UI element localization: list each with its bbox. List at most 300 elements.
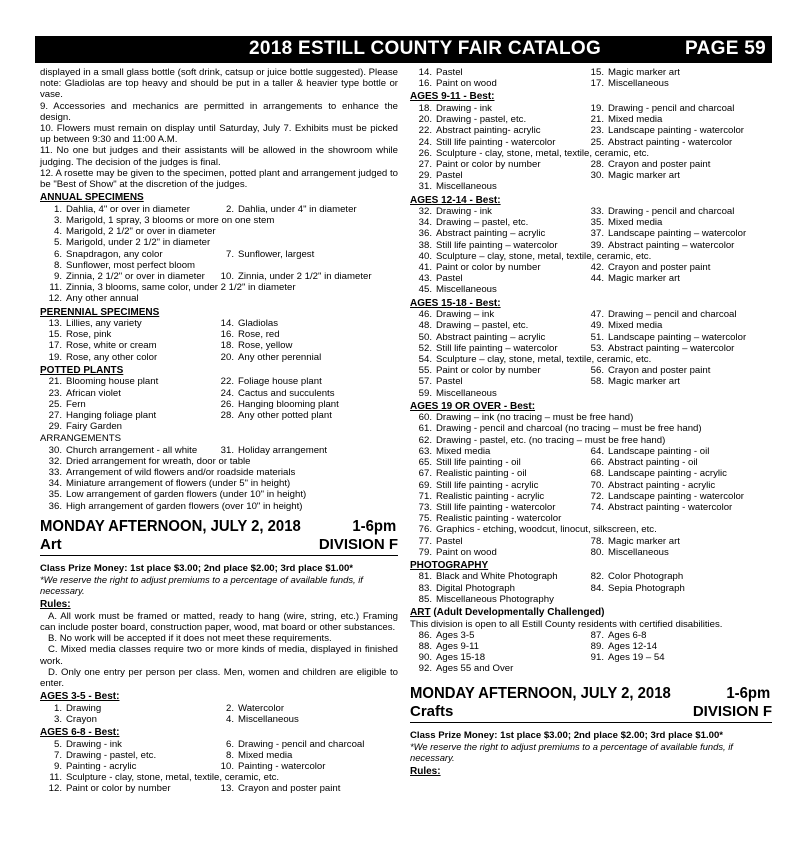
class-name: Foliage house plant bbox=[238, 376, 322, 388]
class-entry bbox=[410, 67, 582, 78]
class-entry bbox=[40, 714, 212, 725]
ages-3-5-list bbox=[40, 703, 398, 725]
class-entry bbox=[40, 478, 398, 489]
class-list-row bbox=[40, 352, 398, 363]
class-entry bbox=[582, 217, 772, 228]
class-name: Mixed media bbox=[238, 749, 293, 761]
class-entry bbox=[40, 352, 212, 363]
class-entry bbox=[410, 641, 582, 652]
class-entry bbox=[212, 750, 398, 761]
class-name: Hanging blooming plant bbox=[238, 398, 339, 410]
class-list-row bbox=[40, 410, 398, 421]
class-entry bbox=[582, 273, 772, 284]
class-entry bbox=[212, 271, 398, 282]
class-list-row bbox=[40, 282, 398, 293]
class-entry bbox=[582, 206, 772, 217]
class-entry bbox=[582, 78, 772, 89]
class-number: 6. bbox=[225, 738, 234, 750]
class-number: 19. bbox=[590, 102, 604, 114]
class-name: Rose, yellow bbox=[238, 340, 293, 352]
class-number: 82. bbox=[590, 571, 604, 583]
class-number: 73. bbox=[418, 501, 432, 513]
class-number: 6. bbox=[53, 248, 62, 260]
class-number: 63. bbox=[418, 445, 432, 457]
class-entry bbox=[212, 340, 398, 351]
class-number: 77. bbox=[418, 535, 432, 547]
class-entry bbox=[212, 445, 398, 456]
class-list-row bbox=[40, 226, 398, 237]
class-name: Pastel bbox=[436, 376, 463, 388]
crafts-prize-money: Class Prize Money: 1st place $3.00; 2nd place $2.00; 3rd place $1.00* bbox=[410, 729, 724, 741]
class-list-row bbox=[410, 547, 772, 558]
class-name: Painting - watercolor bbox=[238, 761, 326, 773]
class-name: Rose, white or cream bbox=[66, 340, 157, 352]
class-name: Landscape painting – watercolor bbox=[608, 331, 747, 343]
class-name: Black and White Photograph bbox=[436, 571, 558, 583]
class-name: Drawing - ink bbox=[436, 102, 492, 114]
class-number: 40. bbox=[418, 250, 432, 262]
class-name: Lillies, any variety bbox=[66, 318, 142, 330]
class-name: Landscape painting - watercolor bbox=[608, 125, 744, 137]
class-name: Mixed media bbox=[608, 217, 663, 229]
class-list-row bbox=[410, 78, 772, 89]
class-list-row bbox=[410, 457, 772, 468]
class-number: 8. bbox=[53, 259, 62, 271]
class-entry bbox=[410, 524, 772, 535]
class-number: 12. bbox=[48, 293, 62, 305]
art-premium-note: *We reserve the right to adjust premiums to a percentage of available funds, if necessary. bbox=[40, 574, 363, 597]
ages-9-11-heading: AGES 9-11 - Best: bbox=[410, 91, 495, 103]
class-entry bbox=[212, 399, 398, 410]
class-name: Crayon and poster paint bbox=[608, 365, 711, 377]
class-name: Dried arrangement for wreath, door or table bbox=[66, 455, 251, 467]
class-entry bbox=[410, 354, 772, 365]
class-number: 25. bbox=[590, 136, 604, 148]
class-entry bbox=[582, 332, 772, 343]
class-number: 50. bbox=[418, 331, 432, 343]
class-name: Landscape painting - acrylic bbox=[608, 468, 727, 480]
class-name: Abstract painting - watercolor bbox=[608, 501, 733, 513]
class-entry bbox=[582, 652, 772, 663]
class-name: Painting - acrylic bbox=[66, 761, 137, 773]
class-number: 15. bbox=[590, 67, 604, 78]
class-name: Marigold, 1 spray, 3 blooms or more on one stem bbox=[66, 214, 275, 226]
class-entry bbox=[410, 491, 582, 502]
ages-3-5-heading: AGES 3-5 - Best: bbox=[40, 691, 120, 703]
class-number: 30. bbox=[590, 170, 604, 182]
flower-rule-paragraph: 12. A rosette may be given to the specimen, potted plant and arrangement judged to be "Best of Show" at the discretion of the judges. bbox=[40, 167, 398, 191]
class-name: Still life painting - oil bbox=[436, 457, 521, 469]
class-name: Crayon and poster paint bbox=[238, 783, 341, 795]
class-entry bbox=[410, 376, 582, 387]
art-section-name: Art bbox=[40, 535, 62, 553]
class-name: Sculpture – clay, stone, metal, textile, ceramic, etc. bbox=[436, 250, 652, 262]
class-number: 13. bbox=[48, 318, 62, 330]
class-number: 14. bbox=[220, 318, 234, 330]
class-entry bbox=[410, 114, 582, 125]
class-name: Ages 9-11 bbox=[436, 640, 480, 652]
art-rule-item: C. Mixed media classes require two or more kinds of media, displayed in finished work. bbox=[40, 644, 398, 667]
class-entry bbox=[40, 772, 398, 783]
class-name: Sculpture - clay, stone, metal, textile, ceramic, etc. bbox=[436, 147, 650, 159]
class-number: 2. bbox=[225, 702, 234, 714]
class-name: Drawing – pencil and charcoal bbox=[608, 309, 737, 321]
class-list-row bbox=[410, 170, 772, 181]
class-list-row bbox=[40, 783, 398, 794]
class-name: Drawing – pastel, etc. bbox=[436, 320, 529, 332]
class-list-row bbox=[40, 772, 398, 783]
class-list-row bbox=[410, 181, 772, 192]
art-prize-money: Class Prize Money: 1st place $3.00; 2nd place $2.00; 3rd place $1.00* bbox=[40, 562, 354, 574]
class-entry bbox=[410, 251, 772, 262]
class-entry bbox=[40, 399, 212, 410]
class-list-row bbox=[410, 217, 772, 228]
class-number: 10. bbox=[220, 761, 234, 773]
class-name: Abstract painting – acrylic bbox=[436, 228, 546, 240]
ages-15-18-heading: AGES 15-18 - Best: bbox=[410, 297, 501, 309]
class-list-row bbox=[40, 421, 398, 432]
class-entry bbox=[582, 641, 772, 652]
class-entry bbox=[410, 206, 582, 217]
class-name: Mixed media bbox=[436, 445, 491, 457]
crafts-section-name: Crafts bbox=[410, 702, 454, 720]
class-entry bbox=[212, 249, 398, 260]
class-entry bbox=[40, 750, 212, 761]
class-number: 8. bbox=[225, 749, 234, 761]
class-name: African violet bbox=[66, 387, 121, 399]
class-number: 15. bbox=[48, 329, 62, 341]
crafts-rules-label: Rules: bbox=[410, 766, 441, 778]
flower-rule-paragraph: 9. Accessories and mechanics are permitted in arrangements to enhance the design. bbox=[40, 100, 398, 123]
class-name: Magic marker art bbox=[608, 67, 680, 78]
class-entry bbox=[410, 594, 772, 605]
class-number: 74. bbox=[590, 501, 604, 513]
class-entry bbox=[410, 571, 582, 582]
class-entry bbox=[582, 571, 772, 582]
class-list-row bbox=[40, 399, 398, 410]
class-name: Cactus and succulents bbox=[238, 387, 335, 399]
class-entry bbox=[410, 170, 582, 181]
class-name: Crayon and poster paint bbox=[608, 262, 711, 274]
class-name: Paint on wood bbox=[436, 546, 497, 558]
class-entry bbox=[40, 376, 212, 387]
class-name: Paint or color by number bbox=[436, 262, 541, 274]
class-entry bbox=[40, 489, 398, 500]
class-number: 25. bbox=[48, 398, 62, 410]
class-entry bbox=[40, 501, 398, 512]
class-name: Drawing - ink bbox=[66, 738, 122, 750]
class-number: 49. bbox=[590, 320, 604, 332]
class-entry bbox=[410, 446, 582, 457]
class-name: Crayon bbox=[66, 713, 97, 725]
class-entry bbox=[582, 491, 772, 502]
class-name: Pastel bbox=[436, 273, 463, 285]
class-number: 69. bbox=[418, 479, 432, 491]
class-entry bbox=[40, 340, 212, 351]
class-number: 5. bbox=[53, 738, 62, 750]
left-column bbox=[40, 67, 398, 795]
class-name: Zinnia, 2 1/2" or over in diameter bbox=[66, 270, 205, 282]
class-number: 70. bbox=[590, 479, 604, 491]
class-list-row bbox=[410, 388, 772, 399]
art-rules-list bbox=[40, 611, 398, 689]
ages-6-8-list bbox=[40, 739, 398, 795]
class-list-row bbox=[410, 206, 772, 217]
class-entry bbox=[212, 714, 398, 725]
class-name: Any other annual bbox=[66, 293, 139, 305]
art-developmental-desc: This division is open to all Estill County residents with certified disabilities. bbox=[410, 618, 723, 630]
class-name: Abstract painting - oil bbox=[608, 457, 698, 469]
class-number: 67. bbox=[418, 468, 432, 480]
class-name: Sunflower, most perfect bloom bbox=[66, 259, 196, 271]
class-entry bbox=[410, 181, 772, 192]
class-list-row bbox=[410, 491, 772, 502]
class-entry bbox=[410, 332, 582, 343]
class-entry bbox=[212, 329, 398, 340]
class-list-row bbox=[40, 501, 398, 512]
flower-rules-continued bbox=[40, 67, 398, 190]
class-entry bbox=[582, 320, 772, 331]
class-entry bbox=[410, 513, 772, 524]
class-number: 24. bbox=[418, 136, 432, 148]
class-number: 54. bbox=[418, 353, 432, 365]
class-number: 26. bbox=[418, 147, 432, 159]
class-name: High arrangement of garden flowers (over 10" in height) bbox=[66, 500, 303, 512]
class-entry bbox=[582, 547, 772, 558]
class-name: Dahlia, under 4" in diameter bbox=[238, 203, 357, 215]
class-entry bbox=[410, 137, 582, 148]
class-entry bbox=[40, 456, 398, 467]
class-entry bbox=[40, 739, 212, 750]
class-number: 30. bbox=[48, 444, 62, 456]
class-name: Drawing – ink (no tracing – must be free hand) bbox=[436, 412, 634, 424]
class-list-row bbox=[40, 456, 398, 467]
class-name: Realistic painting - watercolor bbox=[436, 513, 562, 525]
class-entry bbox=[582, 137, 772, 148]
class-number: 66. bbox=[590, 457, 604, 469]
class-number: 92. bbox=[418, 663, 432, 675]
class-name: Still life painting - watercolor bbox=[436, 136, 556, 148]
class-list-row bbox=[410, 468, 772, 479]
class-entry bbox=[40, 249, 212, 260]
class-name: Color Photograph bbox=[608, 571, 684, 583]
class-entry bbox=[582, 159, 772, 170]
class-list-row bbox=[410, 125, 772, 136]
class-entry bbox=[40, 237, 398, 248]
class-number: 38. bbox=[418, 239, 432, 251]
class-list-row bbox=[410, 663, 772, 674]
class-number: 2. bbox=[225, 203, 234, 215]
class-name: Paint or color by number bbox=[436, 365, 541, 377]
class-list-row bbox=[40, 467, 398, 478]
class-entry bbox=[410, 583, 582, 594]
class-entry bbox=[410, 630, 582, 641]
class-number: 33. bbox=[590, 206, 604, 218]
class-name: Rose, pink bbox=[66, 329, 112, 341]
class-number: 60. bbox=[418, 412, 432, 424]
class-name: Fern bbox=[66, 398, 86, 410]
class-name: Pastel bbox=[436, 67, 463, 78]
class-number: 47. bbox=[590, 309, 604, 321]
class-list-row bbox=[40, 293, 398, 304]
class-number: 58. bbox=[590, 376, 604, 388]
class-name: Abstract painting – acrylic bbox=[436, 331, 546, 343]
class-list-row bbox=[410, 320, 772, 331]
class-name: Crayon and poster paint bbox=[608, 158, 711, 170]
class-name: Ages 3-5 bbox=[436, 629, 475, 641]
class-list-row bbox=[40, 388, 398, 399]
class-list-row bbox=[40, 329, 398, 340]
class-number: 29. bbox=[48, 421, 62, 433]
class-entry bbox=[410, 547, 582, 558]
class-list-row bbox=[40, 750, 398, 761]
class-number: 52. bbox=[418, 342, 432, 354]
class-number: 64. bbox=[590, 445, 604, 457]
class-number: 4. bbox=[225, 713, 234, 725]
class-entry bbox=[410, 217, 582, 228]
class-number: 22. bbox=[418, 125, 432, 137]
class-entry bbox=[410, 273, 582, 284]
class-entry bbox=[582, 343, 772, 354]
class-number: 59. bbox=[418, 387, 432, 399]
class-number: 17. bbox=[590, 78, 604, 90]
class-number: 91. bbox=[590, 652, 604, 664]
class-number: 37. bbox=[590, 228, 604, 240]
flower-rule-paragraph: displayed in a small glass bottle (soft drink, catsup or juice bottle suggested). Please note: Gladiolas are top heavy and should be put in a taller & heavier type bottle or vase. bbox=[40, 67, 398, 101]
class-name: Watercolor bbox=[238, 702, 285, 714]
class-name: Marigold, under 2 1/2" in diameter bbox=[66, 237, 211, 249]
class-number: 33. bbox=[48, 467, 62, 478]
class-name: Miscellaneous bbox=[436, 181, 497, 193]
class-name: Drawing - pastel, etc. (no tracing – must be free hand) bbox=[436, 434, 666, 446]
class-name: Drawing - ink bbox=[436, 206, 492, 218]
class-name: Blooming house plant bbox=[66, 376, 159, 388]
class-number: 78. bbox=[590, 535, 604, 547]
class-list-row bbox=[410, 641, 772, 652]
class-name: Paint or color by number bbox=[66, 783, 171, 795]
class-name: Marigold, 2 1/2" or over in diameter bbox=[66, 226, 216, 238]
class-entry bbox=[212, 352, 398, 363]
class-number: 65. bbox=[418, 457, 432, 469]
class-name: Miscellaneous Photography bbox=[436, 593, 554, 605]
class-name: Ages 55 and Over bbox=[436, 663, 514, 675]
class-name: Miscellaneous bbox=[436, 387, 497, 399]
class-list-row bbox=[410, 502, 772, 513]
ages-6-8-heading: AGES 6-8 - Best: bbox=[40, 727, 120, 739]
class-list-row bbox=[410, 435, 772, 446]
class-list-row bbox=[40, 489, 398, 500]
class-list-row bbox=[410, 524, 772, 535]
class-name: Pastel bbox=[436, 170, 463, 182]
class-list-row bbox=[410, 148, 772, 159]
art-rule-item: D. Only one entry per person per class. Men, women and children are eligible to enter. bbox=[40, 666, 398, 690]
class-number: 44. bbox=[590, 273, 604, 285]
class-number: 34. bbox=[48, 478, 62, 490]
class-entry bbox=[410, 309, 582, 320]
class-list-row bbox=[410, 284, 772, 295]
class-entry bbox=[582, 583, 772, 594]
ages-19-over-heading: AGES 19 OR OVER - Best: bbox=[410, 400, 536, 412]
class-name: Drawing - pastel, etc. bbox=[436, 114, 527, 126]
class-name: Landscape painting – watercolor bbox=[608, 228, 747, 240]
art-rule-item: A. All work must be framed or matted, ready to hang (wire, string, etc.) Framing can include poster board, construction paper, wood, mat board or other substances. bbox=[40, 610, 398, 634]
class-entry bbox=[410, 663, 772, 674]
class-entry bbox=[410, 435, 772, 446]
class-number: 31. bbox=[418, 181, 432, 193]
class-name: Arrangement of wild flowers and/or roadside materials bbox=[66, 467, 296, 478]
class-entry bbox=[410, 228, 582, 239]
class-entry bbox=[582, 630, 772, 641]
class-entry bbox=[582, 103, 772, 114]
class-list-row bbox=[410, 114, 772, 125]
class-name: Sculpture – clay, stone, metal, textile, ceramic, etc. bbox=[436, 353, 652, 365]
class-name: Landscape painting - watercolor bbox=[608, 490, 744, 502]
class-number: 76. bbox=[418, 524, 432, 536]
class-name: Miscellaneous bbox=[608, 78, 669, 90]
class-entry bbox=[582, 170, 772, 181]
class-number: 12. bbox=[48, 783, 62, 795]
art-rule-item: B. No work will be accepted if it does not meet these requirements. bbox=[48, 633, 332, 645]
flower-rule-paragraph: 11. No one but judges and their assistants will be allowed in the showroom while judging. The decision of the judges is final. bbox=[40, 145, 398, 168]
class-list-row bbox=[410, 571, 772, 582]
class-entry bbox=[212, 761, 398, 772]
class-name: Realistic painting - acrylic bbox=[436, 490, 545, 502]
class-name: Holiday arrangement bbox=[238, 444, 328, 456]
class-list-row bbox=[40, 260, 398, 271]
ages-15-18-list bbox=[410, 309, 772, 399]
class-entry bbox=[40, 467, 398, 478]
class-name: Still life painting - acrylic bbox=[436, 479, 539, 491]
class-entry bbox=[410, 148, 772, 159]
class-entry bbox=[410, 652, 582, 663]
class-name: Ages 19 – 54 bbox=[608, 652, 665, 664]
class-number: 34. bbox=[418, 217, 432, 229]
class-number: 81. bbox=[418, 571, 432, 583]
art-developmental-subtitle: (Adult Developmentally Challenged) bbox=[430, 607, 605, 619]
class-name: Any other potted plant bbox=[238, 409, 332, 421]
art-rules-label: Rules: bbox=[40, 599, 71, 611]
class-entry bbox=[582, 262, 772, 273]
class-number: 86. bbox=[418, 629, 432, 641]
class-name: Snapdragon, any color bbox=[66, 248, 163, 260]
ages-6-8-list-continued bbox=[410, 67, 772, 89]
class-number: 42. bbox=[590, 262, 604, 274]
class-entry bbox=[40, 282, 398, 293]
class-name: Drawing – pastel, etc. bbox=[436, 217, 529, 229]
annual-specimens-heading: ANNUAL SPECIMENS bbox=[40, 192, 144, 204]
class-entry bbox=[582, 446, 772, 457]
class-number: 1. bbox=[53, 702, 62, 714]
art-time: 1-6pm bbox=[352, 517, 397, 535]
class-entry bbox=[582, 376, 772, 387]
class-entry bbox=[410, 412, 772, 423]
class-name: Ages 6-8 bbox=[608, 629, 647, 641]
class-number: 31. bbox=[220, 444, 234, 456]
class-list-row bbox=[410, 228, 772, 239]
crafts-division-header bbox=[410, 685, 772, 723]
class-number: 19. bbox=[48, 351, 62, 363]
photography-list bbox=[410, 571, 772, 605]
class-entry bbox=[582, 536, 772, 547]
class-entry bbox=[40, 260, 398, 271]
photography-heading: PHOTOGRAPHY bbox=[410, 559, 489, 571]
ages-12-14-list bbox=[410, 206, 772, 296]
crafts-premium-note: *We reserve the right to adjust premiums to a percentage of available funds, if necessary. bbox=[410, 741, 733, 764]
class-number: 36. bbox=[48, 500, 62, 512]
class-name: Paint on wood bbox=[436, 78, 497, 90]
class-number: 79. bbox=[418, 546, 432, 558]
class-list-row bbox=[40, 249, 398, 260]
